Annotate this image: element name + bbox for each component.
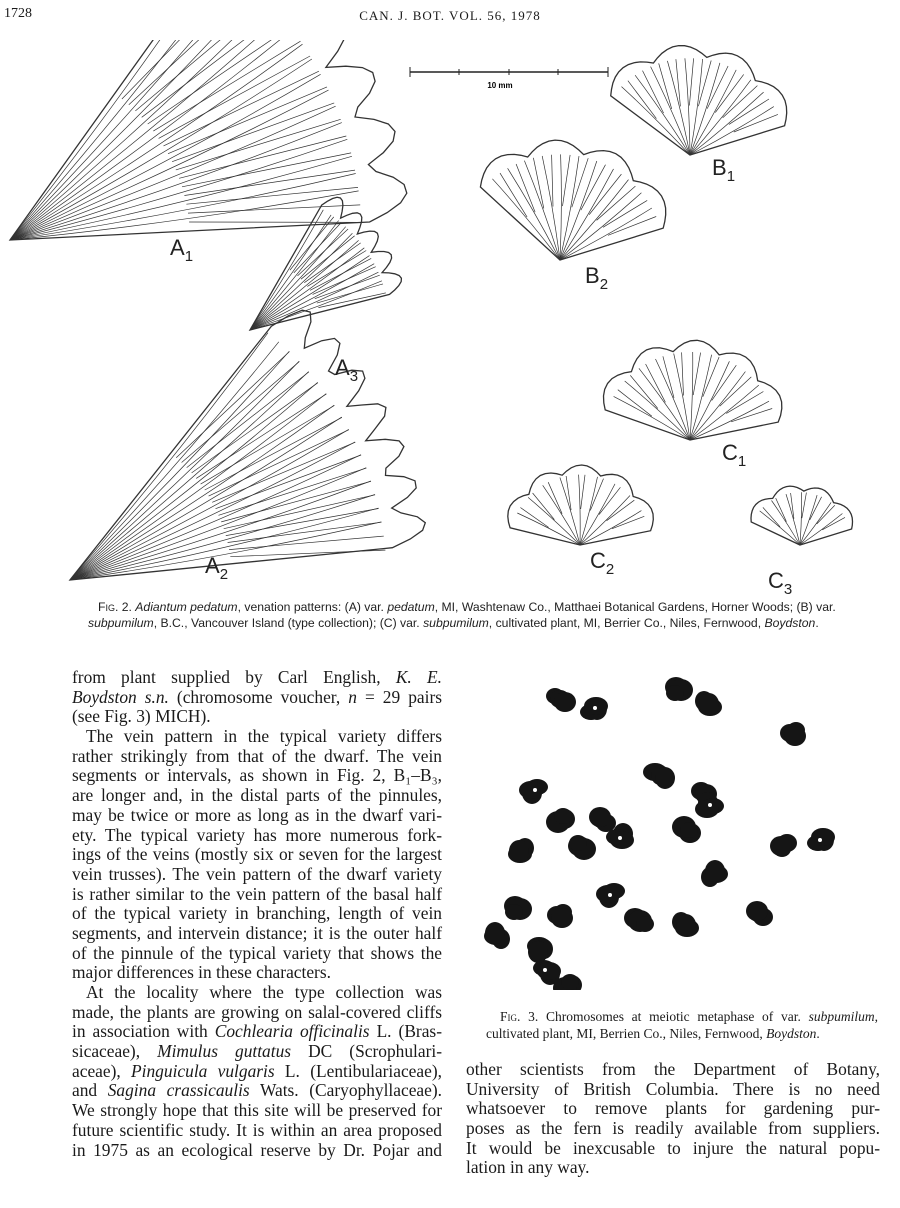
- chromosome: [546, 808, 575, 833]
- text-line: [72, 983, 442, 1003]
- leaf-label-a2: $A_2$: [205, 553, 229, 583]
- text-line: [72, 1062, 442, 1082]
- text-run: , B.C., Vancouver Island (type collection); (C) var.: [153, 615, 424, 630]
- chromosome: [643, 763, 675, 789]
- text-run: is rather similar to the vein pattern of the basal half: [72, 883, 442, 904]
- body-left-column: [72, 668, 442, 1160]
- chromosome: [701, 860, 728, 887]
- text-line: [72, 963, 442, 983]
- text-run: L. (Bras-: [369, 1021, 442, 1042]
- chromosome: [589, 807, 616, 832]
- italic-text: Cochlearia officinalis: [214, 1021, 370, 1042]
- text-run: rather strikingly from that of the dwarf. The vein: [72, 745, 442, 766]
- text-line: [72, 885, 442, 905]
- text-line: [72, 766, 442, 786]
- leaf-label-b2: $B_2$: [585, 263, 609, 293]
- text-line: [466, 1099, 880, 1119]
- text-line: [72, 688, 442, 708]
- text-run: and: [72, 1080, 108, 1101]
- chromosome: [780, 722, 806, 746]
- text-line: [72, 786, 442, 806]
- text-line: [72, 668, 442, 688]
- text-run: vein trusses). The vein pattern of the dwarf variety: [72, 863, 442, 884]
- page-number: 1728: [4, 6, 32, 21]
- chromosome: [508, 838, 534, 863]
- chromosome: [770, 834, 797, 857]
- text-line: [72, 845, 442, 865]
- chromosome: [519, 779, 548, 804]
- text-line: [72, 1042, 442, 1062]
- scale-bar: [410, 67, 608, 90]
- chromosome: [546, 688, 576, 712]
- text-run: , cultivated plant, MI, Berrien Co., Niles, Fernwood,: [486, 1009, 878, 1041]
- text-run: L. (Lentibulariaceae),: [274, 1060, 442, 1081]
- figure-label: Fig. 2.: [98, 600, 132, 614]
- text-run: Chromosomes at meiotic metaphase of var.: [538, 1009, 809, 1024]
- text-run: of the pinnule of the typical variety that shows the: [72, 942, 442, 963]
- leaf-b2: [480, 140, 665, 260]
- leaf-label-c3: $C_3$: [768, 568, 793, 595]
- text-run: (chromosome voucher,: [168, 686, 349, 707]
- body-right-column: [466, 1060, 880, 1178]
- chromosome: [672, 816, 701, 843]
- text-run: , venation patterns: (A) var.: [237, 600, 388, 614]
- text-line: [466, 1080, 880, 1100]
- italic-text: K. E.: [395, 667, 442, 687]
- leaf-label-a1: $A_1$: [170, 235, 194, 265]
- text-run: University of British Columbia. There is no need: [466, 1078, 880, 1099]
- chromosome: [580, 697, 608, 720]
- text-line: [466, 1119, 880, 1139]
- text-run: segments, and intervein distance; it is the outer half: [72, 922, 442, 943]
- text-line: [466, 1139, 880, 1159]
- text-run: = 29 pairs: [356, 686, 443, 707]
- text-run: other scientists from the Department of Botany,: [466, 1059, 880, 1079]
- italic-text: pedatum: [387, 600, 435, 614]
- chromosome: [624, 908, 654, 932]
- text-run: segments or intervals, as shown in Fig. 2, B₁–B₃,: [72, 765, 442, 786]
- text-line: [466, 1158, 880, 1178]
- text-run: may be twice or more as long as in the dwarf vari-: [72, 804, 442, 825]
- text-line: [72, 1022, 442, 1042]
- text-run: We strongly hope that this site will be preserved for: [72, 1100, 442, 1121]
- text-run: At the locality where the type collection was: [86, 982, 442, 1002]
- text-line: [72, 1101, 442, 1121]
- italic-text: Pinguicula vulgaris: [131, 1060, 275, 1081]
- chromosome: [746, 901, 773, 926]
- chromosome: [484, 922, 510, 949]
- leaf-b1: [611, 46, 787, 155]
- leaf-c1: [604, 340, 782, 440]
- text-run: major differences in these characters.: [72, 962, 331, 983]
- italic-text: subpumilum: [423, 615, 489, 630]
- text-line: [466, 1060, 880, 1080]
- text-run: The vein pattern in the typical variety differs: [86, 726, 442, 747]
- text-run: aceae),: [72, 1060, 132, 1081]
- text-run: It would be inexcusable to injure the natural popu-: [466, 1137, 880, 1158]
- text-run: future scientific study. It is within an area proposed: [72, 1119, 442, 1140]
- leaf-c3: [751, 486, 853, 545]
- text-line: [72, 1121, 442, 1141]
- chromosome: [527, 937, 553, 963]
- text-line: [72, 865, 442, 885]
- text-line: [72, 1081, 442, 1101]
- chromosome: [568, 835, 596, 860]
- text-run: ety. The typical variety has more numerous fork-: [72, 824, 442, 845]
- text-run: .: [815, 615, 819, 630]
- scale-bar-label: 10 mm: [487, 81, 513, 90]
- figure-label: Fig. 3.: [500, 1009, 539, 1024]
- italic-text: subpumilum: [808, 1009, 875, 1024]
- text-run: DC (Scrophulari-: [291, 1041, 442, 1062]
- text-run: , MI, Washtenaw Co., Matthaei Botanical Gardens, Horner Woods; (B) var.: [434, 600, 836, 614]
- chromosome: [672, 912, 699, 937]
- figure-2-caption: [88, 600, 878, 631]
- italic-text: Adiantum pedatum: [135, 600, 238, 614]
- leaf-label-c1: $C_1$: [722, 440, 747, 470]
- italic-text: subpumilum: [88, 615, 154, 630]
- text-run: poses as the fern is readily available from suppliers.: [466, 1118, 880, 1139]
- text-run: Wats. (Caryophyllaceae).: [249, 1080, 442, 1101]
- figure-3-caption: [486, 1008, 878, 1042]
- italic-text: Boydston: [766, 1026, 817, 1041]
- text-run: lation in any way.: [466, 1157, 590, 1178]
- text-run: .: [816, 1026, 820, 1041]
- italic-text: Boydston s.n.: [72, 686, 169, 707]
- text-run: of the typical variety in branching, length of vein: [72, 903, 442, 924]
- italic-text: Sagina crassicaulis: [107, 1080, 250, 1101]
- leaf-label-c2: $C_2$: [590, 548, 615, 578]
- chromosome: [807, 828, 835, 851]
- chromosome: [695, 691, 722, 716]
- leaf-c2: [508, 465, 654, 545]
- text-run: ings of the veins (mostly six or seven for the largest: [72, 844, 442, 865]
- leaf-label-a3: $A_3$: [335, 355, 359, 385]
- italic-text: Mimulus guttatus: [157, 1041, 292, 1062]
- leaf-a1: [10, 40, 407, 240]
- text-run: are longer and, in the distal parts of the pinnules,: [72, 785, 442, 806]
- text-run: sicaceae),: [72, 1041, 158, 1062]
- chromosome: [665, 677, 693, 701]
- chromosome: [504, 896, 532, 920]
- italic-text: Boydston: [764, 615, 816, 630]
- text-line: [72, 944, 442, 964]
- text-line: [72, 806, 442, 826]
- text-run: (see Fig. 3) MICH).: [72, 706, 211, 727]
- text-line: [72, 747, 442, 767]
- text-line: [72, 904, 442, 924]
- leaf-a2: [70, 310, 425, 580]
- text-run: in association with: [72, 1021, 215, 1042]
- text-run: , cultivated plant, MI, Berrier Co., Niles, Fernwood,: [488, 615, 765, 630]
- chromosome: [547, 904, 573, 928]
- text-run: whatsoever to remove plants for gardening pur-: [466, 1098, 880, 1119]
- text-run: made, the plants are growing on salal-covered cliffs: [72, 1001, 442, 1022]
- figure-3-chromosome-micrograph: [460, 660, 880, 990]
- text-run: in 1975 as an ecological reserve by Dr. Pojar and: [72, 1139, 442, 1160]
- text-line: [72, 1141, 442, 1161]
- text-line: [72, 1003, 442, 1023]
- leaf-label-b1: $B_1$: [712, 155, 736, 185]
- text-line: [72, 826, 442, 846]
- text-line: [72, 924, 442, 944]
- text-run: from plant supplied by Carl English,: [72, 667, 396, 687]
- italic-text: n: [348, 686, 357, 707]
- running-header: CAN. J. BOT. VOL. 56, 1978: [359, 8, 541, 23]
- text-line: [72, 727, 442, 747]
- chromosome: [596, 883, 625, 908]
- figure-2-venation-drawings: [0, 40, 900, 595]
- text-line: [72, 707, 442, 727]
